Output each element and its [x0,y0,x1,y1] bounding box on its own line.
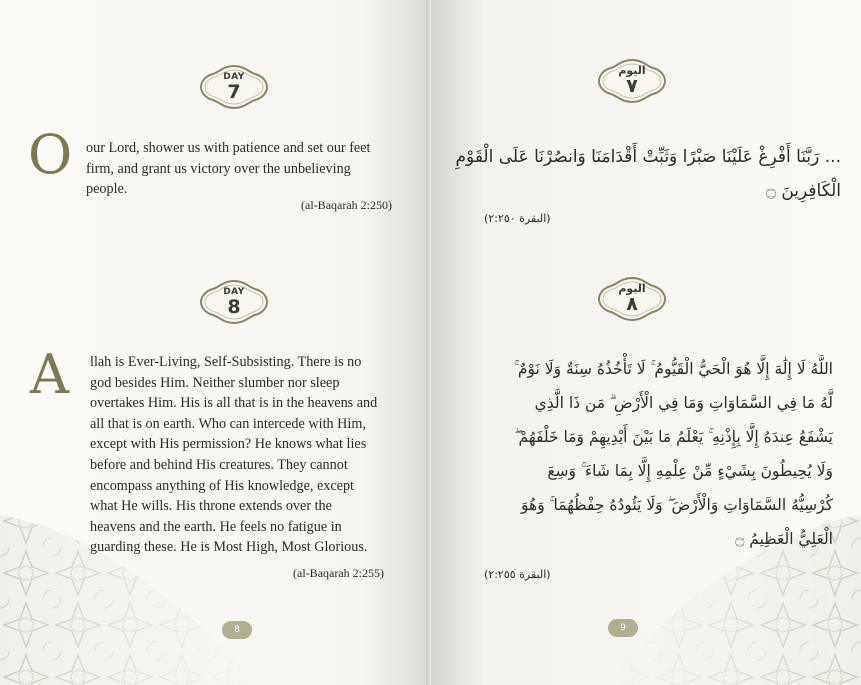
verse-reference: (al-Baqarah 2:255) [293,566,384,580]
day-number: 7 [227,81,241,103]
arabic-verse-day-8 [453,352,833,556]
day-number: 8 [227,296,241,318]
verse-reference-arabic: (البقرة ٢:٢٥٥) [484,568,551,581]
day-label: DAY [223,72,245,82]
right-page [432,0,861,685]
arabic-verse-line: اللَّهُ لَا إِلَٰهَ إِلَّا هُوَ الْحَيُّ الْقَيُّومُ ۚ لَا تَأْخُذُهُ سِنَةٌ وَلَا نَوْمٌ ۚ [514,360,833,378]
verse-text-day-7: our Lord, shower us with patience and set our feet firm, and grant us victory over the unbelieving people. [86,140,371,198]
day-number: ٧ [626,75,638,97]
arabic-verse-line: يَشْفَعُ عِندَهُ إِلَّا بِإِذْنِهِ ۚ يَعْلَمُ مَا بَيْنَ أَيْدِيهِمْ وَمَا خَلْفَهُمْ ۖ [514,428,833,446]
day-number: ٨ [626,293,638,315]
arabic-verse-day-7 [446,140,841,208]
day-8-badge [199,279,269,325]
drop-cap: O [28,123,73,186]
day-7-badge-arabic [597,58,667,104]
left-page [0,0,428,685]
day-label: اليوم [618,282,646,295]
page-number: 9 [608,619,638,637]
day-8-badge-arabic [597,276,667,322]
verse-text-day-8: llah is Ever-Living, Self-Subsisting. There is no god besides Him. Neither slumber nor sleep overtakes Him. His is all that is in the heavens and all that is on earth. Who can intercede with Him, except with His permission? He knows what lies before and behind His creatures. They cannot encompass anything of His knowledge, except what He wills. His throne extends over the heavens and the earth. He feels no fatigue in guarding these. He is Most High, Most Glorious. [90,354,378,556]
arabic-verse-line: كُرْسِيُّهُ السَّمَاوَاتِ وَالْأَرْضَ ۖ وَلَا يَئُودُهُ حِفْظُهُمَا ۚ وَهُوَ [521,496,833,514]
drop-cap: A [30,343,69,406]
verse-reference: (al-Baqarah 2:250) [301,198,392,212]
verse-reference-arabic: (البقرة ٢:٢٥٠) [484,212,551,225]
arabic-verse-line: ... رَبَّنَا أَفْرِغْ عَلَيْنَا صَبْرًا وَثَبِّتْ أَقْدَامَنَا وَانصُرْنَا عَلَى الْقَوْمِ [455,147,841,167]
arabic-verse-line: الْعَلِيُّ الْعَظِيمُ ۝ [735,530,833,548]
page-number: 8 [222,621,252,639]
arabic-verse-line: وَلَا يُحِيطُونَ بِشَيْءٍ مِّنْ عِلْمِهِ إِلَّا بِمَا شَاءَ ۚ وَسِعَ [547,462,833,480]
arabic-verse-line: الْكَافِرِينَ ۝ [765,181,841,201]
day-label: DAY [223,287,245,297]
arabic-verse-line: لَّهُ مَا فِي السَّمَاوَاتِ وَمَا فِي الْأَرْضِ ۗ مَن ذَا الَّذِي [534,394,833,412]
day-label: اليوم [618,64,646,77]
day-7-badge [199,64,269,110]
